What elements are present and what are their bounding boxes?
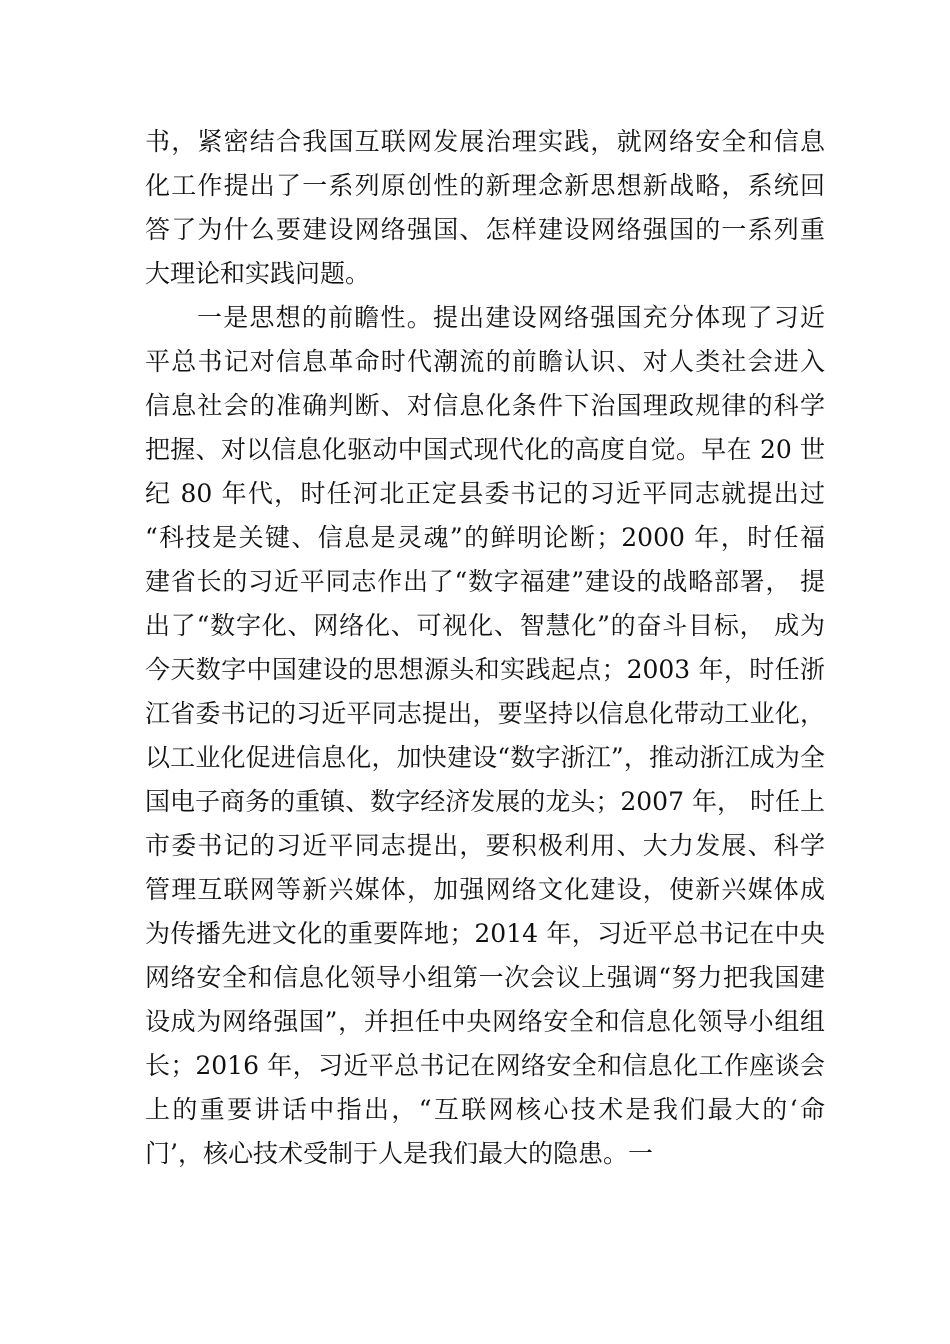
text-line: 纪 80 年代，时任河北正定县委书记的习近平同志就提出过 (145, 479, 825, 508)
text-line: 书，紧密结合我国互联网发展治理实践，就网络安全和信息 (145, 127, 825, 156)
text-line: 建省长的习近平同志作出了“数字福建”建设的战略部署， 提 (145, 567, 825, 596)
text-line: 大理论和实践问题。 (145, 259, 371, 288)
text-line: 一是思想的前瞻性。提出建设网络强国充分体现了习近 (197, 303, 825, 332)
paragraph-2 (145, 296, 825, 1176)
text-line: 今天数字中国建设的思想源头和实践起点；2003 年，时任浙 (145, 655, 825, 684)
text-line: 设成为网络强国”，并担任中央网络安全和信息化领导小组组 (145, 1007, 825, 1036)
paragraph-1 (145, 120, 825, 296)
text-line: 市委书记的习近平同志提出，要积极利用、大力发展、科学 (145, 831, 825, 860)
text-line: 化工作提出了一系列原创性的新理念新思想新战略，系统回 (145, 171, 825, 200)
text-line: 信息社会的准确判断、对信息化条件下治国理政规律的科学 (145, 391, 825, 420)
text-line: 为传播先进文化的重要阵地；2014 年，习近平总书记在中央 (145, 919, 825, 948)
text-line: 长；2016 年，习近平总书记在网络安全和信息化工作座谈会 (145, 1051, 825, 1080)
text-line: 以工业化促进信息化，加快建设“数字浙江”，推动浙江成为全 (145, 743, 825, 772)
text-line: “科技是关键、信息是灵魂”的鲜明论断；2000 年，时任福 (145, 523, 825, 552)
text-line: 门’，核心技术受制于人是我们最大的隐患。一 (145, 1139, 653, 1168)
text-line: 江省委书记的习近平同志提出，要坚持以信息化带动工业化， (145, 699, 825, 728)
text-line: 上的重要讲话中指出，“互联网核心技术是我们最大的‘命 (145, 1095, 825, 1124)
text-line: 答了为什么要建设网络强国、怎样建设网络强国的一系列重 (145, 215, 825, 244)
text-line: 管理互联网等新兴媒体，加强网络文化建设，使新兴媒体成 (145, 875, 825, 904)
text-line: 把握、对以信息化驱动中国式现代化的高度自觉。早在 20 世 (145, 435, 825, 464)
text-line: 网络安全和信息化领导小组第一次会议上强调“努力把我国建 (145, 963, 825, 992)
text-line: 出了“数字化、网络化、可视化、智慧化”的奋斗目标， 成为 (145, 611, 825, 640)
text-line: 平总书记对信息革命时代潮流的前瞻认识、对人类社会进入 (145, 347, 825, 376)
body-text (145, 120, 825, 1176)
text-line: 国电子商务的重镇、数字经济发展的龙头；2007 年， 时任上 (145, 787, 825, 816)
